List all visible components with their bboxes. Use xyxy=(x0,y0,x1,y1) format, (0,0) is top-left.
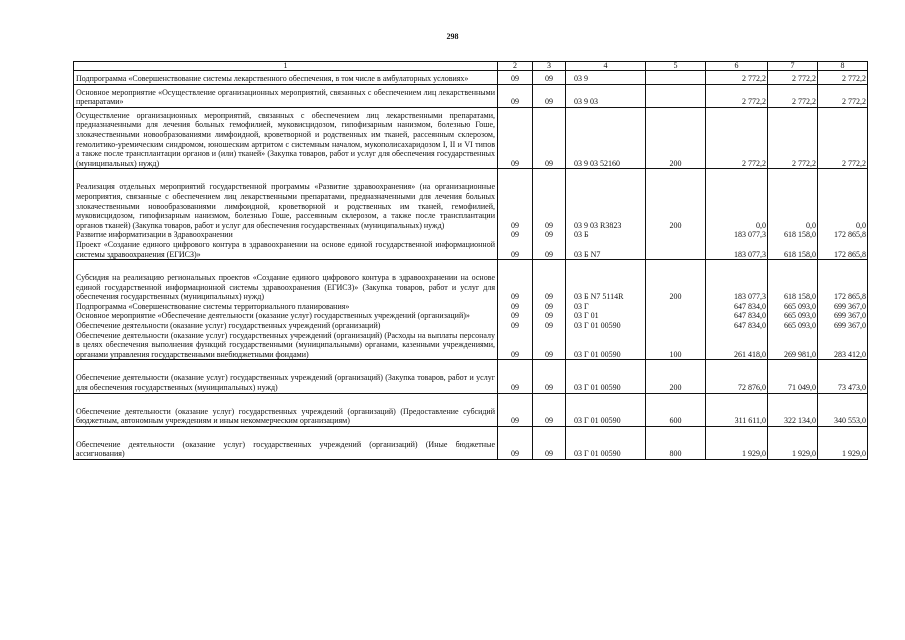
amount-year-2: 269 981,0 xyxy=(768,331,818,360)
amount-year-3: 699 367,0 xyxy=(818,321,868,331)
row-description: Подпрограмма «Совершенствование системы лекарственного обеспечения, в том числе в амбулаторных условиях» xyxy=(74,71,498,85)
amount-year-3: 1 929,0 xyxy=(818,426,868,459)
subsection-code: 09 xyxy=(533,169,566,230)
column-header: 5 xyxy=(646,62,706,71)
row-description: Обеспечение деятельности (оказание услуг) государственных учреждений (организаций) (Расходы на выплаты персоналу в целях обеспечения выполнения функций государственными (муниципальными) органами, казенными учреждениями, органами управления государственными внебюджетными фондами) xyxy=(74,331,498,360)
table-row xyxy=(74,71,868,85)
amount-year-1: 2 772,2 xyxy=(706,107,768,169)
amount-year-3: 340 553,0 xyxy=(818,393,868,426)
expense-type-code xyxy=(646,311,706,321)
table-row xyxy=(74,84,868,107)
table-row xyxy=(74,331,868,360)
target-article-code: 03 9 03 xyxy=(566,84,646,107)
amount-year-1: 183 077,3 xyxy=(706,230,768,240)
row-description: Обеспечение деятельности (оказание услуг) государственных учреждений (организаций) (Закупка товаров, работ и услуг для обеспечения государственных (муниципальных) нужд) xyxy=(74,360,498,393)
table-body xyxy=(74,71,868,460)
subsection-code: 09 xyxy=(533,331,566,360)
expense-type-code: 600 xyxy=(646,393,706,426)
expense-type-code xyxy=(646,302,706,312)
amount-year-1: 183 077,3 xyxy=(706,260,768,302)
table-row xyxy=(74,393,868,426)
amount-year-2: 618 158,0 xyxy=(768,260,818,302)
table-row xyxy=(74,169,868,230)
expense-type-code xyxy=(646,71,706,85)
amount-year-2: 2 772,2 xyxy=(768,84,818,107)
amount-year-2: 2 772,2 xyxy=(768,71,818,85)
subsection-code: 09 xyxy=(533,84,566,107)
row-description: Обеспечение деятельности (оказание услуг) государственных учреждений (организаций) (Иные бюджетные ассигнования) xyxy=(74,426,498,459)
amount-year-3: 283 412,0 xyxy=(818,331,868,360)
subsection-code: 09 xyxy=(533,240,566,260)
row-description: Реализация отдельных мероприятий государственной программы «Развитие здравоохранения» (на организационные мероприятия, связанные с обеспечением лиц лекарственными препаратами, предназначенными для лечения больных злокачественными новообразованиями лимфоидной, кроветворной и родственных им тканей, гемофилией, муковисцидозом, гипофизарным нанизмом, болезнью Гоше, рассеянным склерозом, а также после трансплантации органов тканей) (Закупка товаров, работ и услуг для обеспечения государственных (муниципальных) нужд) xyxy=(74,169,498,230)
amount-year-2: 618 158,0 xyxy=(768,240,818,260)
page-number: 298 xyxy=(446,32,459,41)
amount-year-1: 647 834,0 xyxy=(706,311,768,321)
amount-year-1: 1 929,0 xyxy=(706,426,768,459)
amount-year-1: 647 834,0 xyxy=(706,302,768,312)
subsection-code: 09 xyxy=(533,71,566,85)
expense-type-code: 200 xyxy=(646,260,706,302)
amount-year-1: 2 772,2 xyxy=(706,84,768,107)
row-description: Подпрограмма «Совершенствование системы территориального планирования» xyxy=(74,302,498,312)
amount-year-2: 2 772,2 xyxy=(768,107,818,169)
target-article-code: 03 Б xyxy=(566,230,646,240)
column-header: 6 xyxy=(706,62,768,71)
row-description: Развитие информатизации в Здравоохранении xyxy=(74,230,498,240)
subsection-code: 09 xyxy=(533,260,566,302)
amount-year-3: 2 772,2 xyxy=(818,107,868,169)
section-code: 09 xyxy=(498,84,533,107)
section-code: 09 xyxy=(498,302,533,312)
section-code: 09 xyxy=(498,426,533,459)
amount-year-3: 699 367,0 xyxy=(818,311,868,321)
section-code: 09 xyxy=(498,169,533,230)
amount-year-1: 72 876,0 xyxy=(706,360,768,393)
expense-type-code xyxy=(646,84,706,107)
amount-year-3: 73 473,0 xyxy=(818,360,868,393)
amount-year-3: 699 367,0 xyxy=(818,302,868,312)
amount-year-3: 0,0 xyxy=(818,169,868,230)
amount-year-3: 172 865,8 xyxy=(818,230,868,240)
target-article-code: 03 Б N7 5114R xyxy=(566,260,646,302)
table-row xyxy=(74,302,868,312)
subsection-code: 09 xyxy=(533,107,566,169)
subsection-code: 09 xyxy=(533,230,566,240)
column-header: 2 xyxy=(498,62,533,71)
header-row xyxy=(74,62,868,71)
subsection-code: 09 xyxy=(533,302,566,312)
section-code: 09 xyxy=(498,360,533,393)
subsection-code: 09 xyxy=(533,311,566,321)
column-header: 4 xyxy=(566,62,646,71)
column-header: 7 xyxy=(768,62,818,71)
target-article-code: 03 Г xyxy=(566,302,646,312)
section-code: 09 xyxy=(498,107,533,169)
subsection-code: 09 xyxy=(533,393,566,426)
amount-year-2: 618 158,0 xyxy=(768,230,818,240)
row-description: Осуществление организационных мероприятий, связанных с обеспечением лиц лекарственными препаратами, предназначенными для лечения больных гемофилией, муковисцидозом, гипофизарным нанизмом, болезнью Гоше, злокачественными новообразованиями лимфоидной, кроветворной и родственных им тканей, рассеянным склерозом, гемолитико-уремическим синдромом, юношеским артритом с системным началом, мукополисахаридозом I, II и VI типов а также после трансплантации органов и (или) тканей» (Закупка товаров, работ и услуг для обеспечения государственных (муниципальных) нужд) xyxy=(74,107,498,169)
expense-type-code xyxy=(646,230,706,240)
amount-year-1: 0,0 xyxy=(706,169,768,230)
amount-year-2: 665 093,0 xyxy=(768,311,818,321)
expense-type-code: 800 xyxy=(646,426,706,459)
section-code: 09 xyxy=(498,311,533,321)
subsection-code: 09 xyxy=(533,360,566,393)
target-article-code: 03 9 03 R3823 xyxy=(566,169,646,230)
row-description: Субсидия на реализацию региональных проектов «Создание единого цифрового контура в здравоохранении на основе единой государственной информационной системы здравоохранения (ЕГИСЗ)» (Закупка товаров, работ и услуг для обеспечения государственных (муниципальных) нужд) xyxy=(74,260,498,302)
target-article-code: 03 Г 01 00590 xyxy=(566,360,646,393)
amount-year-1: 311 611,0 xyxy=(706,393,768,426)
section-code: 09 xyxy=(498,230,533,240)
target-article-code: 03 Г 01 00590 xyxy=(566,393,646,426)
section-code: 09 xyxy=(498,260,533,302)
amount-year-2: 665 093,0 xyxy=(768,321,818,331)
amount-year-2: 1 929,0 xyxy=(768,426,818,459)
amount-year-2: 0,0 xyxy=(768,169,818,230)
amount-year-1: 647 834,0 xyxy=(706,321,768,331)
target-article-code: 03 Г 01 00590 xyxy=(566,321,646,331)
section-code: 09 xyxy=(498,393,533,426)
column-header: 1 xyxy=(74,62,498,71)
table-row xyxy=(74,360,868,393)
target-article-code: 03 Б N7 xyxy=(566,240,646,260)
row-description: Основное мероприятие «Обеспечение деятельности (оказание услуг) государственных учреждений (организаций)» xyxy=(74,311,498,321)
amount-year-3: 172 865,8 xyxy=(818,240,868,260)
row-description: Основное мероприятие «Осуществление организационных мероприятий, связанных с обеспечением лиц лекарственными препаратами» xyxy=(74,84,498,107)
row-description: Обеспечение деятельности (оказание услуг) государственных учреждений (организаций) (Предоставление субсидий бюджетным, автономным учреждениям и иным некоммерческим организациям) xyxy=(74,393,498,426)
amount-year-1: 261 418,0 xyxy=(706,331,768,360)
section-code: 09 xyxy=(498,71,533,85)
amount-year-1: 2 772,2 xyxy=(706,71,768,85)
expense-type-code: 200 xyxy=(646,360,706,393)
subsection-code: 09 xyxy=(533,321,566,331)
table-row xyxy=(74,230,868,240)
target-article-code: 03 9 xyxy=(566,71,646,85)
table-row xyxy=(74,426,868,459)
column-header: 3 xyxy=(533,62,566,71)
table-row xyxy=(74,107,868,169)
amount-year-3: 2 772,2 xyxy=(818,84,868,107)
table-row xyxy=(74,321,868,331)
subsection-code: 09 xyxy=(533,426,566,459)
amount-year-1: 183 077,3 xyxy=(706,240,768,260)
target-article-code: 03 Г 01 00590 xyxy=(566,426,646,459)
target-article-code: 03 Г 01 00590 xyxy=(566,331,646,360)
column-header: 8 xyxy=(818,62,868,71)
amount-year-2: 665 093,0 xyxy=(768,302,818,312)
expense-type-code: 100 xyxy=(646,331,706,360)
section-code: 09 xyxy=(498,321,533,331)
table-row xyxy=(74,260,868,302)
section-code: 09 xyxy=(498,240,533,260)
expense-type-code: 200 xyxy=(646,169,706,230)
budget-table xyxy=(73,61,868,460)
row-description: Проект «Создание единого цифрового контура в здравоохранении на основе единой государственной информационной системы здравоохранения (ЕГИСЗ)» xyxy=(74,240,498,260)
table-row xyxy=(74,240,868,260)
target-article-code: 03 Г 01 xyxy=(566,311,646,321)
expense-type-code: 200 xyxy=(646,107,706,169)
table-row xyxy=(74,311,868,321)
section-code: 09 xyxy=(498,331,533,360)
amount-year-2: 322 134,0 xyxy=(768,393,818,426)
row-description: Обеспечение деятельности (оказание услуг) государственных учреждений (организаций) xyxy=(74,321,498,331)
target-article-code: 03 9 03 52160 xyxy=(566,107,646,169)
expense-type-code xyxy=(646,321,706,331)
amount-year-2: 71 049,0 xyxy=(768,360,818,393)
amount-year-3: 2 772,2 xyxy=(818,71,868,85)
expense-type-code xyxy=(646,240,706,260)
amount-year-3: 172 865,8 xyxy=(818,260,868,302)
